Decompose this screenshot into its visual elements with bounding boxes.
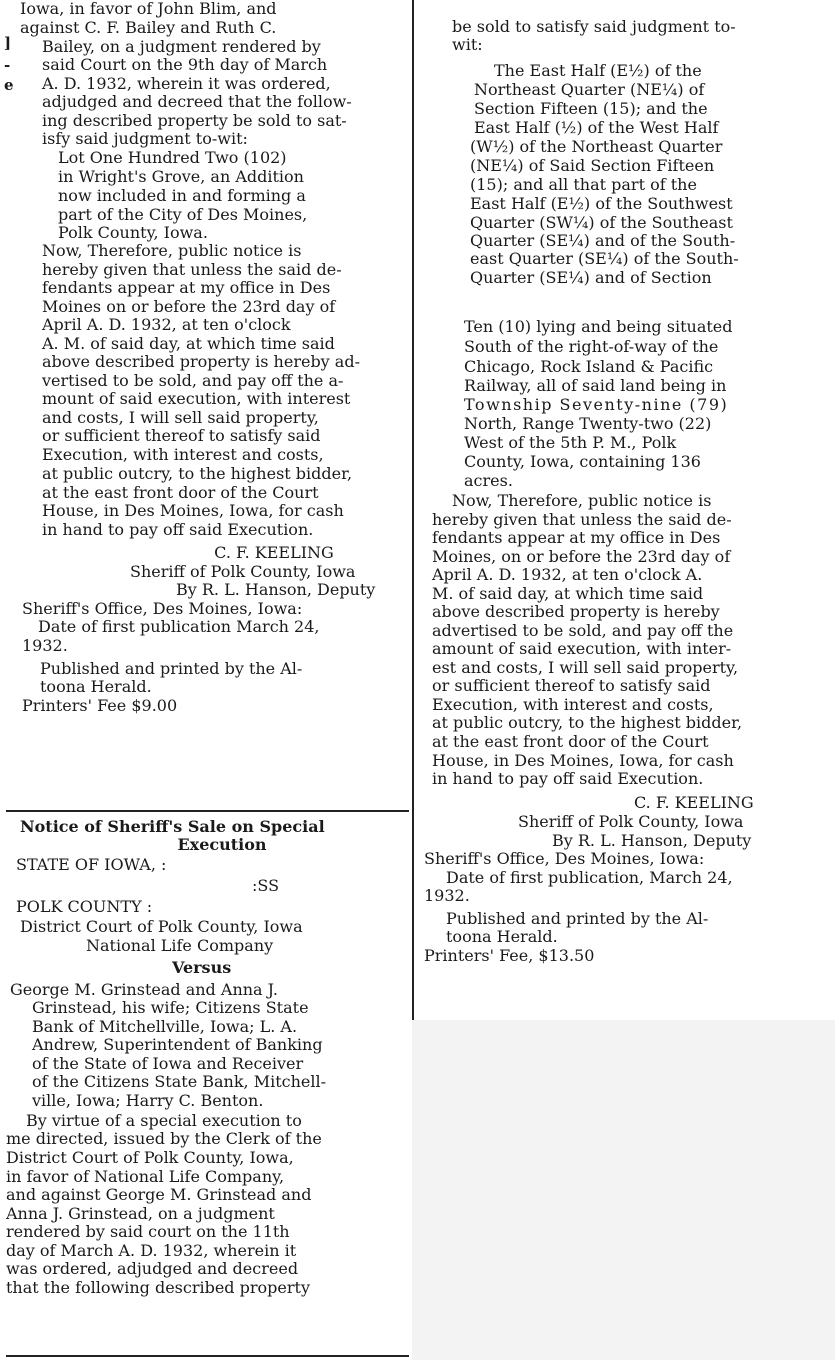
text-line: in hand to pay off said Execution. xyxy=(432,769,704,788)
bottom-rule xyxy=(6,1355,409,1357)
text-line: A. M. of said day, at which time said xyxy=(42,334,335,353)
text-line: now included in and forming a xyxy=(58,186,306,205)
signer-name: C. F. KEELING xyxy=(214,543,334,562)
text-line: me directed, issued by the Clerk of the xyxy=(6,1129,322,1148)
text-line: East Half (E½) of the Southwest xyxy=(470,194,733,213)
text-line: of the Citizens State Bank, Mitchell- xyxy=(32,1072,327,1091)
text-line: of the State of Iowa and Receiver xyxy=(32,1054,304,1073)
text-line: rendered by said court on the 11th xyxy=(6,1222,290,1241)
text-line: part of the City of Des Moines, xyxy=(58,205,308,224)
gutter-mark-3: e xyxy=(4,76,14,94)
text-line: and costs, I will sell said property, xyxy=(42,408,319,427)
text-line: District Court of Polk County, Iowa, xyxy=(6,1148,294,1167)
text-line: isfy said judgment to-wit: xyxy=(42,129,248,148)
text-line: toona Herald. xyxy=(446,927,558,946)
text-line: Sheriff's Office, Des Moines, Iowa: xyxy=(22,599,303,618)
text-line: be sold to satisfy said judgment to- xyxy=(452,17,736,36)
text-line: POLK COUNTY : xyxy=(16,897,153,916)
text-line: (NE¼) of Said Section Fifteen xyxy=(470,156,715,175)
text-line: House, in Des Moines, Iowa, for cash xyxy=(42,501,344,520)
text-line: Date of first publication, March 24, xyxy=(446,868,733,887)
text-line: Versus xyxy=(172,958,232,977)
text-line: South of the right-of-way of the xyxy=(464,337,719,356)
text-line: North, Range Twenty-two (22) xyxy=(464,414,712,433)
column-left-top xyxy=(20,0,408,805)
text-line: By R. L. Hanson, Deputy xyxy=(176,580,376,599)
text-line: Township Seventy-nine (79) xyxy=(464,395,729,414)
text-line: (W½) of the Northeast Quarter xyxy=(470,137,723,156)
text-line: or sufficient thereof to satisfy said xyxy=(432,676,711,695)
text-line: Bailey, on a judgment rendered by xyxy=(42,37,321,56)
text-line: Railway, all of said land being in xyxy=(464,376,727,395)
text-line: 1932. xyxy=(424,886,470,905)
text-line: hereby given that unless the said de- xyxy=(432,510,732,529)
text-line: est and costs, I will sell said property, xyxy=(432,658,739,677)
text-line: and against George M. Grinstead and xyxy=(6,1185,312,1204)
text-line: Iowa, in favor of John Blim, and xyxy=(20,0,277,18)
text-line: The East Half (E½) of the xyxy=(494,61,702,80)
notice-title: Notice of Sheriff's Sale on Special xyxy=(20,817,325,836)
text-line: Section Fifteen (15); and the xyxy=(474,99,708,118)
text-line: County, Iowa, containing 136 xyxy=(464,452,701,471)
text-line: Sheriff's Office, Des Moines, Iowa: xyxy=(424,849,705,868)
text-line: in Wright's Grove, an Addition xyxy=(58,167,304,186)
text-line: Lot One Hundred Two (102) xyxy=(58,148,287,167)
text-line: STATE OF IOWA, : xyxy=(16,855,167,874)
text-line: Northeast Quarter (NE¼) of xyxy=(474,80,705,99)
text-line: at the east front door of the Court xyxy=(432,732,709,751)
notice-separator xyxy=(6,810,409,812)
text-line: Now, Therefore, public notice is xyxy=(452,491,712,510)
text-line: said Court on the 9th day of March xyxy=(42,55,328,74)
text-line: Bank of Mitchellville, Iowa; L. A. xyxy=(32,1017,298,1036)
text-line: above described property is hereby xyxy=(432,602,720,621)
text-line: April A. D. 1932, at ten o'clock A. xyxy=(432,565,703,584)
text-line: was ordered, adjudged and decreed xyxy=(6,1259,299,1278)
text-line: at public outcry, to the highest bidder, xyxy=(42,464,353,483)
text-line: George M. Grinstead and Anna J. xyxy=(10,980,278,999)
text-line: Quarter (SE¼) and of Section xyxy=(470,268,712,287)
text-line: Andrew, Superintendent of Banking xyxy=(32,1035,323,1054)
text-line: vertised to be sold, and pay off the a- xyxy=(42,371,344,390)
text-line: District Court of Polk County, Iowa xyxy=(20,917,303,936)
blank-area xyxy=(412,1020,835,1360)
text-line: fendants appear at my office in Des xyxy=(42,278,331,297)
text-line: Execution, with interest and costs, xyxy=(42,445,324,464)
text-line: at public outcry, to the highest bidder, xyxy=(432,713,743,732)
text-line: National Life Company xyxy=(86,936,274,955)
text-line: wit: xyxy=(452,35,483,54)
text-line: in favor of National Life Company, xyxy=(6,1167,285,1186)
text-line: Execution, with interest and costs, xyxy=(432,695,714,714)
text-line: East Half (½) of the West Half xyxy=(474,118,719,137)
text-line: Moines, on or before the 23rd day of xyxy=(432,547,731,566)
text-line: in hand to pay off said Execution. xyxy=(42,520,314,539)
text-line: A. D. 1932, wherein it was ordered, xyxy=(42,74,331,93)
column-rule xyxy=(412,0,414,1020)
text-line: against C. F. Bailey and Ruth C. xyxy=(20,18,277,37)
column-right xyxy=(424,18,832,1018)
text-line: Anna J. Grinstead, on a judgment xyxy=(6,1204,275,1223)
text-line: M. of said day, at which time said xyxy=(432,584,704,603)
text-line: Published and printed by the Al- xyxy=(446,909,709,928)
text-line: Quarter (SW¼) of the Southeast xyxy=(470,213,733,232)
signer-name: C. F. KEELING xyxy=(634,793,754,812)
text-line: Printers' Fee, $13.50 xyxy=(424,946,595,965)
text-line: Grinstead, his wife; Citizens State xyxy=(32,998,309,1017)
text-line: Published and printed by the Al- xyxy=(40,659,303,678)
text-line: West of the 5th P. M., Polk xyxy=(464,433,677,452)
text-line: mount of said execution, with interest xyxy=(42,389,351,408)
text-line: advertised to be sold, and pay off the xyxy=(432,621,734,640)
text-line: fendants appear at my office in Des xyxy=(432,528,721,547)
text-line: House, in Des Moines, Iowa, for cash xyxy=(432,751,734,770)
gutter-mark-1: ] xyxy=(4,34,12,52)
text-line: or sufficient thereof to satisfy said xyxy=(42,426,321,445)
text-line: Sheriff of Polk County, Iowa xyxy=(130,562,356,581)
notice-title: Execution xyxy=(177,835,267,854)
text-line: acres. xyxy=(464,471,513,490)
text-line: amount of said execution, with inter- xyxy=(432,639,732,658)
text-line: that the following described property xyxy=(6,1278,310,1297)
text-line: By virtue of a special execution to xyxy=(26,1111,302,1130)
text-line: above described property is hereby ad- xyxy=(42,352,360,371)
text-line: April A. D. 1932, at ten o'clock xyxy=(42,315,291,334)
text-line: Date of first publication March 24, xyxy=(38,617,320,636)
text-line: adjudged and decreed that the follow- xyxy=(42,92,352,111)
text-line: Now, Therefore, public notice is xyxy=(42,241,302,260)
column-left-bottom xyxy=(6,818,408,1353)
text-line: 1932. xyxy=(22,636,68,655)
text-line: ing described property be sold to sat- xyxy=(42,111,347,130)
text-line: (15); and all that part of the xyxy=(470,175,697,194)
text-line: :SS xyxy=(252,876,280,895)
text-line: Polk County, Iowa. xyxy=(58,223,208,242)
text-line: Sheriff of Polk County, Iowa xyxy=(518,812,744,831)
text-line: toona Herald. xyxy=(40,677,152,696)
text-line: Moines on or before the 23rd day of xyxy=(42,297,336,316)
text-line: at the east front door of the Court xyxy=(42,483,319,502)
text-line: east Quarter (SE¼) of the South- xyxy=(470,249,739,268)
text-line: Quarter (SE¼) and of the South- xyxy=(470,231,736,250)
text-line: day of March A. D. 1932, wherein it xyxy=(6,1241,297,1260)
text-line: Ten (10) lying and being situated xyxy=(464,317,733,336)
text-line: ville, Iowa; Harry C. Benton. xyxy=(32,1091,264,1110)
text-line: hereby given that unless the said de- xyxy=(42,260,342,279)
text-line: By R. L. Hanson, Deputy xyxy=(552,831,752,850)
text-line: Printers' Fee $9.00 xyxy=(22,696,178,715)
text-line: Chicago, Rock Island & Pacific xyxy=(464,357,714,376)
gutter-mark-2: - xyxy=(4,56,11,74)
